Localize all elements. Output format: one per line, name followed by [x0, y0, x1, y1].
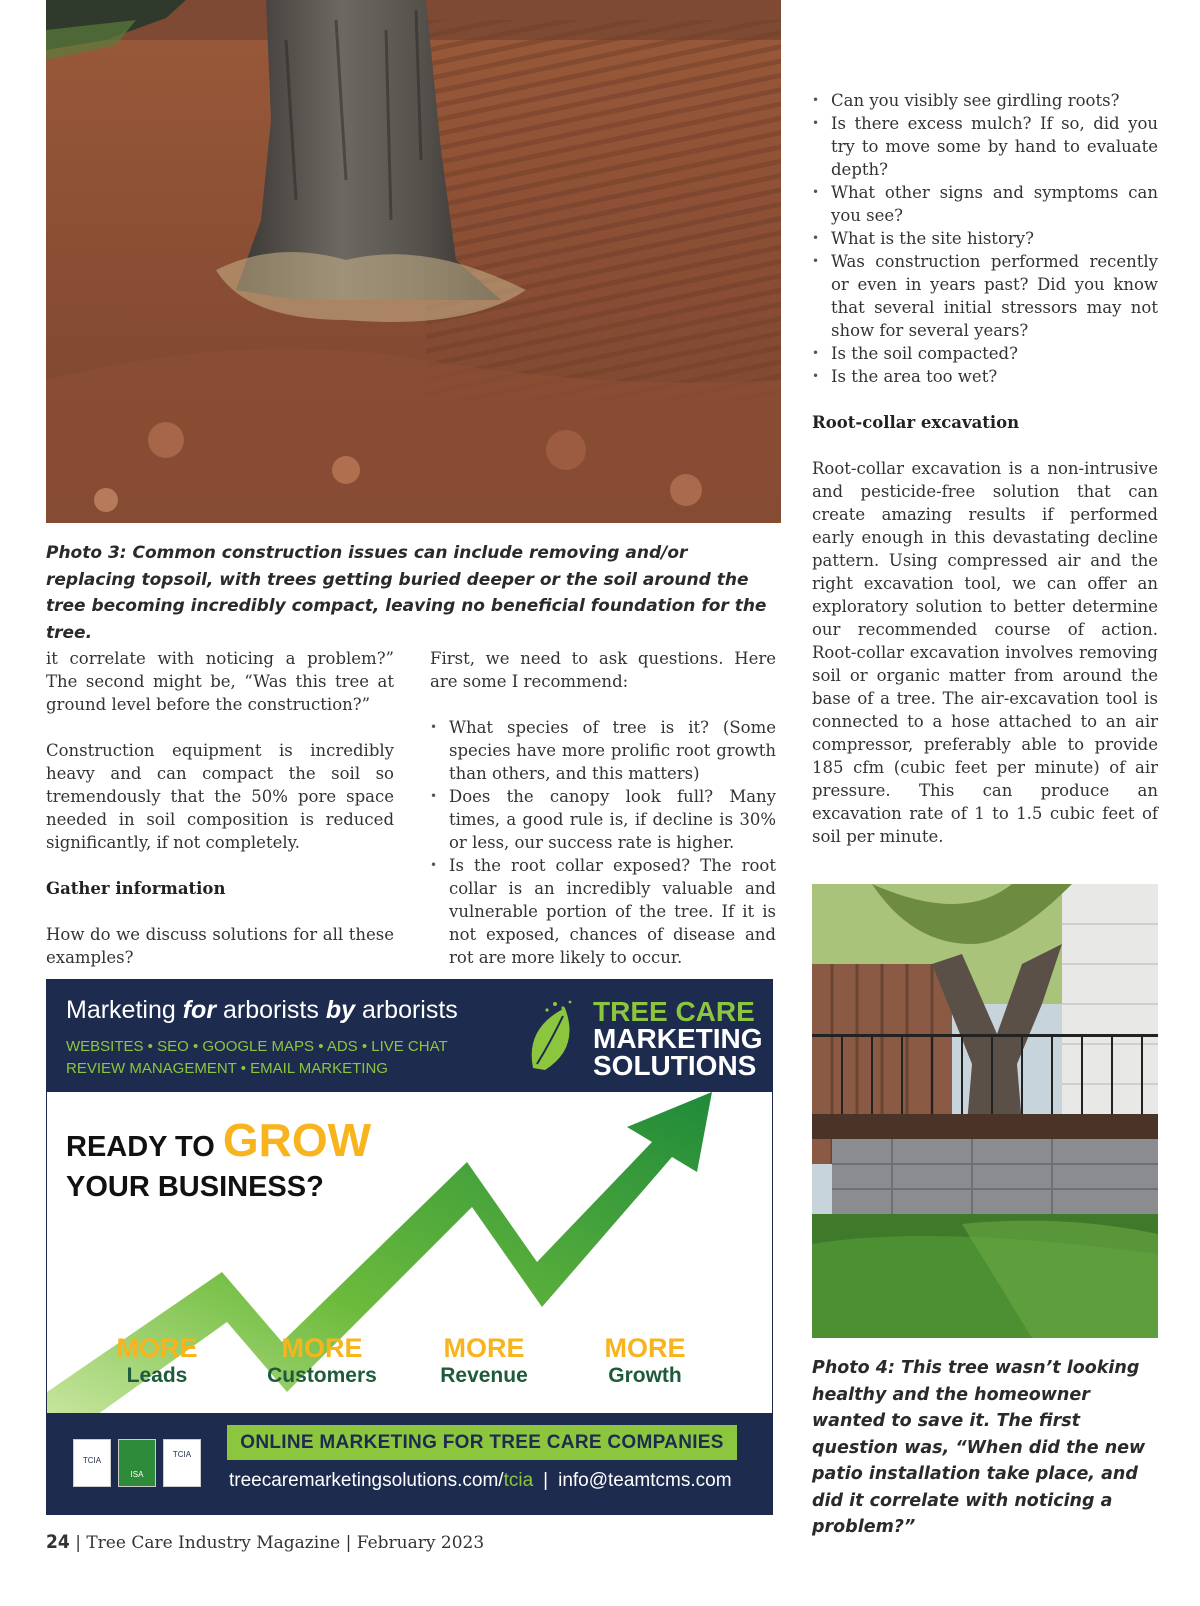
tagline-emphasis: for	[182, 996, 217, 1024]
paragraph: Root-collar excavation is a non-intrusive and pesticide-free solution that can create amazing results if performed early enough in this devastating decline pattern. Using compressed air and the right excavation tool, we can offer an exploratory solution to better determine our recommended course of action. Root-collar excavation involves removing soil or organic matter from around the base of a tree. The air-excavation tool is connected to a hose attached to an air compressor, preferably able to provide 185 cfm (cubic feet per minute) of air pressure. This can produce an excavation rate of 1 to 1.5 cubic feet of soil per minute.	[812, 459, 1158, 846]
more-leads	[82, 1333, 232, 1389]
more-word: Leads	[126, 1364, 188, 1387]
more-customers	[247, 1333, 397, 1389]
paragraph: First, we need to ask questions. Here are some I recommend:	[430, 649, 776, 691]
website-link[interactable]: treecaremarketingsolutions.com/	[229, 1470, 504, 1491]
badge-text: TCIA	[172, 1450, 192, 1459]
paragraph: How do we discuss solutions for all these examples?	[46, 925, 394, 967]
list-item: • Was construction performed recently or even in years past? Did you know that several initial stressors may not show for several years?	[812, 250, 1158, 342]
headline-text: READY TO	[66, 1131, 223, 1163]
advertisement[interactable]	[46, 979, 773, 1515]
tagline-text: Marketing	[66, 996, 183, 1024]
ad-cta-box	[227, 1425, 737, 1460]
badge-text: ISA	[130, 1470, 144, 1479]
isa-badge-icon	[118, 1439, 156, 1487]
tagline-text: arborists	[216, 996, 326, 1024]
tcia-badge-icon	[73, 1439, 111, 1487]
list-item: • Is the area too wet?	[812, 365, 1158, 388]
photo-3	[46, 0, 781, 523]
page-number: 24	[46, 1531, 70, 1553]
column-1	[46, 647, 394, 992]
section-heading: Gather information	[46, 879, 226, 898]
email-link[interactable]: info@teamtcms.com	[558, 1470, 732, 1491]
more-label: MORE	[604, 1333, 686, 1363]
list-item: • What is the site history?	[812, 227, 1158, 250]
membership-badges	[73, 1439, 203, 1489]
column-2	[430, 647, 776, 969]
list-item: • What other signs and symptoms can you see?	[812, 181, 1158, 227]
photo-4-caption: Photo 4: This tree wasn’t looking healthy and the homeowner wanted to save it. The first question was, “When did the new patio installation take place, and did it correlate with noticing a problem?”	[812, 1358, 1146, 1537]
question-list	[430, 716, 776, 969]
list-item: • Is the root collar exposed? The root collar is an incredibly valuable and vulnerable portion of the tree. If it is not exposed, chances of disease and rot are more likely to occur.	[430, 854, 776, 969]
more-word: Revenue	[440, 1364, 528, 1387]
ad-header	[47, 980, 772, 1092]
brand-logo	[525, 994, 765, 1080]
ad-tagline	[66, 996, 458, 1025]
services-line: WEBSITES • SEO • GOOGLE MAPS • ADS • LIVE CHAT	[66, 1038, 448, 1055]
ad-cta-text: ONLINE MARKETING FOR TREE CARE COMPANIES	[240, 1432, 724, 1453]
footer-text: | Tree Care Industry Magazine | February 2023	[69, 1533, 485, 1553]
list-item: • Can you visibly see girdling roots?	[812, 89, 1158, 112]
tagline-emphasis: by	[325, 996, 355, 1024]
website-link-suffix[interactable]: tcia	[503, 1470, 534, 1491]
brand-name	[593, 998, 763, 1079]
badge-text: TCIA	[82, 1456, 102, 1465]
question-list	[812, 89, 1158, 388]
divider: |	[543, 1470, 549, 1491]
tagline-text: arborists	[355, 996, 458, 1024]
column-3	[812, 89, 1158, 871]
page-footer	[46, 1531, 484, 1553]
brand-line: SOLUTIONS	[593, 1050, 757, 1081]
leaf-icon	[525, 998, 585, 1078]
services-line: REVIEW MANAGEMENT • EMAIL MARKETING	[66, 1060, 388, 1077]
ad-contact	[229, 1470, 732, 1492]
list-item: • Is there excess mulch? If so, did you try to move some by hand to evaluate depth?	[812, 112, 1158, 181]
paragraph: it correlate with noticing a problem?” The second might be, “Was this tree at ground level before the construction?”	[46, 649, 394, 714]
list-item: • Does the canopy look full? Many times, a good rule is, if decline is 30% or less, our success rate is higher.	[430, 785, 776, 854]
paragraph: Construction equipment is incredibly heavy and can compact the soil so tremendously that the 50% pore space needed in soil composition is reduced significantly, if not completely.	[46, 741, 394, 852]
list-item: • Is the soil compacted?	[812, 342, 1158, 365]
photo-4	[812, 884, 1158, 1338]
brand-line: TREE CARE	[593, 996, 755, 1027]
list-item: • What species of tree is it? (Some species have more prolific root growth than others, and this matters)	[430, 716, 776, 785]
headline-grow: GROW	[222, 1114, 372, 1166]
ad-footer	[47, 1413, 772, 1515]
more-revenue	[409, 1333, 559, 1389]
more-word: Growth	[608, 1364, 682, 1387]
tcia-accreditation-badge-icon	[163, 1439, 201, 1487]
more-word: Customers	[267, 1364, 377, 1387]
ad-headline	[66, 1114, 372, 1207]
more-growth	[570, 1333, 720, 1389]
brand-line: MARKETING	[593, 1023, 763, 1054]
more-label: MORE	[443, 1333, 525, 1363]
more-label: MORE	[281, 1333, 363, 1363]
photo-3-caption: Photo 3: Common construction issues can include removing and/or replacing topsoil, with trees getting buried deeper or the soil around the tree becoming incredibly compact, leaving no beneficial foundation for the tree.	[46, 543, 767, 643]
more-label: MORE	[116, 1333, 198, 1363]
section-heading: Root-collar excavation	[812, 413, 1020, 432]
ad-services	[66, 1036, 486, 1080]
headline-text: YOUR BUSINESS?	[66, 1171, 324, 1203]
